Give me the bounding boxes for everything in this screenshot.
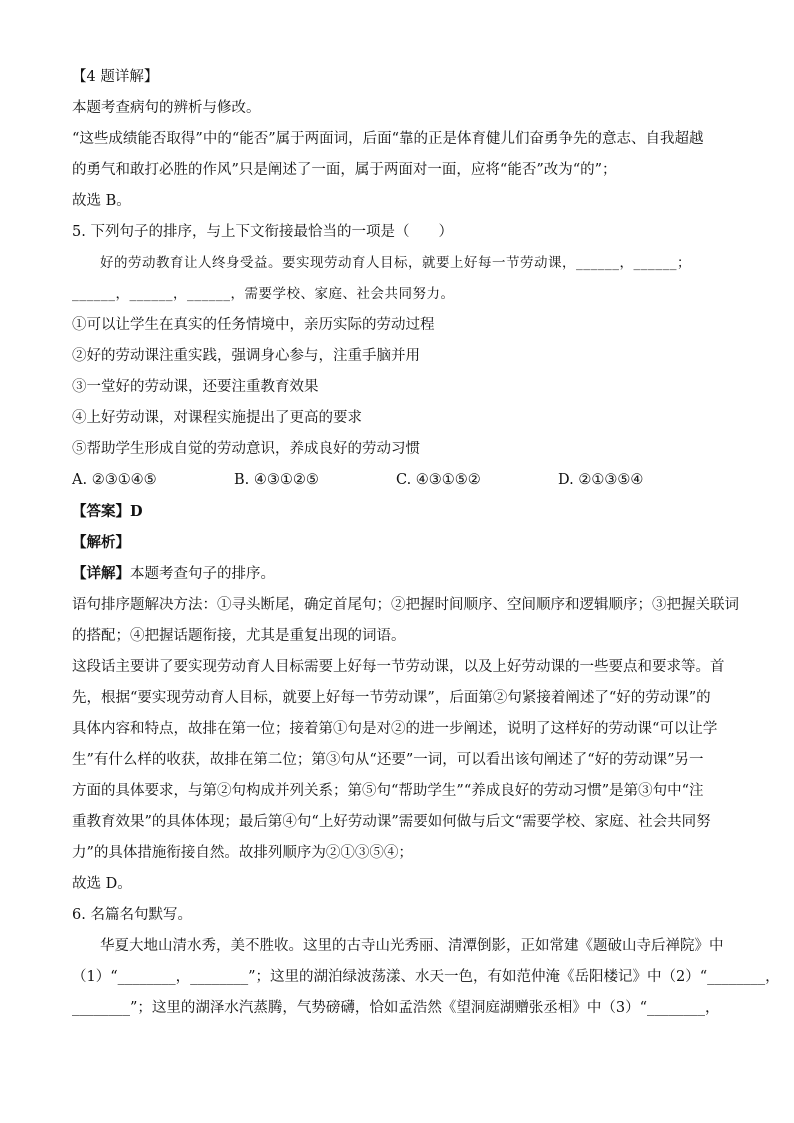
q5-option-a: A. ②③①④⑤ (72, 472, 157, 488)
document-page (72, 62, 780, 1024)
q5-answer: 【答案】D (72, 503, 143, 520)
q5-options (72, 465, 722, 496)
q5-item-4: ④上好劳动课，对课程实施提出了更高的要求 (72, 410, 362, 426)
q5-explain-line-5: 方面的具体要求，与第②句构成并列关系；第⑤句“帮助学生”“养成良好的劳动习惯”是第③句中“注 (72, 783, 704, 799)
q5-item-2: ②好的劳动课注重实践，强调身心参与，注重手脑并用 (72, 348, 420, 364)
q6-stem: 6. 名篇名句默写。 (72, 907, 192, 923)
q4-analysis-line-1: “这些成绩能否取得”中的“能否”属于两面词，后面“靠的正是体育健儿们奋勇争先的意志、自我超越 (72, 131, 704, 147)
q5-option-c: C. ④③①⑤② (396, 472, 481, 488)
q5-detail-label: 【详解】 (72, 565, 130, 582)
q5-detail-text: 本题考查句子的排序。 (130, 566, 275, 582)
q5-item-1: ①可以让学生在真实的任务情境中，亲历实际的劳动过程 (72, 317, 435, 333)
q5-item-3: ③一堂好的劳动课，还要注重教育效果 (72, 379, 319, 395)
q4-intro: 本题考查病句的辨析与修改。 (72, 100, 261, 116)
q5-conclusion: 故选 D。 (72, 876, 132, 892)
q5-stem: 5. 下列句子的排序，与上下文衔接最恰当的一项是（ ） (72, 224, 453, 240)
q5-explain-line-6: 重教育效果”的具体体现；最后第④句“上好劳动课”需要如何做与后文“需要学校、家庭、社会共同努 (72, 814, 711, 830)
q5-method-line-2: 的搭配；④把握话题衔接，尤其是重复出现的词语。 (72, 628, 406, 644)
q6-text-line-1: 华夏大地山清水秀，美不胜收。这里的古寺山光秀丽、清潭倒影，正如常建《题破山寺后禅院》中 (100, 938, 724, 954)
q5-item-5: ⑤帮助学生形成自觉的劳动意识，养成良好的劳动习惯 (72, 441, 420, 457)
q5-passage-line-2: ______，______，______，需要学校、家庭、社会共同努力。 (72, 286, 455, 302)
q5-explain-line-3: 具体内容和特点，故排在第一位；接着第①句是对②的进一步阐述，说明了这样好的劳动课“可以让学 (72, 721, 718, 737)
q4-analysis-line-2: 的勇气和敢打必胜的作风”只是阐述了一面，属于两面对一面，应将“能否”改为“的”； (72, 162, 617, 178)
q4-heading: 【4 题详解】 (72, 69, 159, 85)
q6-text-line-2: （1）“________，________”；这里的湖泊绿波荡漾、水天一色，有如范仲淹《岳阳楼记》中（2）“________， (72, 969, 780, 985)
q5-explain-line-1: 这段话主要讲了要实现劳动育人目标需要上好每一节劳动课，以及上好劳动课的一些要点和要求等。首 (72, 659, 725, 675)
q5-analysis-label: 【解析】 (72, 534, 130, 551)
q5-explain-line-7: 力”的具体措施衔接自然。故排列顺序为②①③⑤④； (72, 845, 413, 861)
q5-method-line-1: 语句排序题解决方法：①寻头断尾，确定首尾句；②把握时间顺序、空间顺序和逻辑顺序；③把握关联词 (72, 597, 739, 613)
q4-conclusion: 故选 B。 (72, 193, 131, 209)
q5-detail (72, 558, 722, 590)
q5-explain-line-4: 生”有什么样的收获，故排在第二位；第③句从“还要”一词，可以看出该句阐述了“好的劳动课”另一 (72, 752, 704, 768)
q5-option-d: D. ②①③⑤④ (558, 472, 644, 488)
q5-explain-line-2: 先，根据“要实现劳动育人目标，就要上好每一节劳动课”，后面第②句紧接着阐述了“好的劳动课”的 (72, 690, 711, 706)
q6-text-line-3: ________”；这里的湖泽水汽蒸腾，气势磅礴，恰如孟浩然《望洞庭湖赠张丞相》中（3）“________， (72, 1000, 720, 1016)
q5-passage-line-1: 好的劳动教育让人终身受益。要实现劳动育人目标，就要上好每一节劳动课，______，______； (100, 255, 691, 271)
q5-option-b: B. ④③①②⑤ (234, 472, 319, 488)
